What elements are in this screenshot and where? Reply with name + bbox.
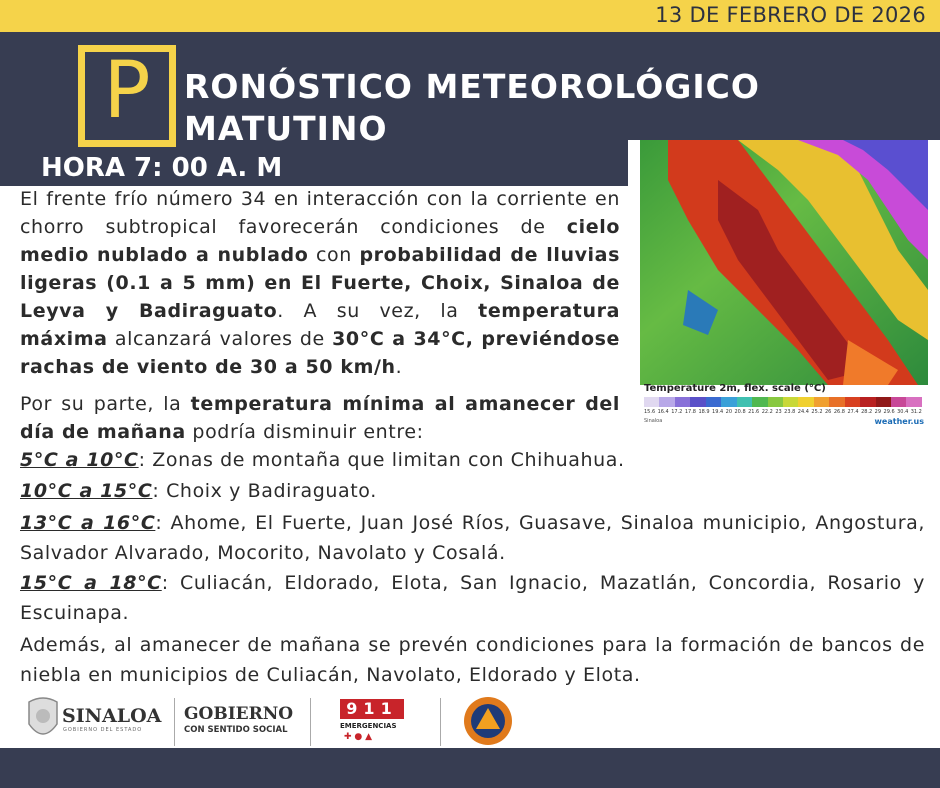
text-run: con bbox=[308, 244, 360, 266]
range-text: : Choix y Badiraguato. bbox=[152, 480, 377, 502]
range-label: 10°C a 15°C bbox=[20, 480, 153, 502]
title-line-1: RONÓSTICO METEOROLÓGICO bbox=[184, 67, 760, 106]
scale-value: 15.6 bbox=[644, 409, 656, 415]
page-title bbox=[184, 66, 760, 150]
emergencias-label: EMERGENCIAS bbox=[340, 722, 397, 730]
range-row-1 bbox=[20, 446, 925, 474]
sinaloa-shield-icon bbox=[26, 694, 60, 744]
range-label: 13°C a 16°C bbox=[20, 512, 156, 534]
scale-value: 28.2 bbox=[861, 409, 873, 415]
scale-value: 18.9 bbox=[698, 409, 710, 415]
scale-value: 25.2 bbox=[811, 409, 823, 415]
logo-divider bbox=[174, 698, 175, 746]
scale-value: 17.8 bbox=[684, 409, 696, 415]
paragraph-3: Además, al amanecer de mañana se prevén condiciones para la formación de bancos de niebla en municipios de Culiacán, Navolato, Eldorado y Elota. bbox=[20, 634, 925, 686]
title-initial-box bbox=[78, 45, 176, 147]
text-bold: cielo medio nublado a nublado bbox=[20, 216, 620, 266]
map-legend-title: Temperature 2m, flex. scale (°C) bbox=[644, 383, 826, 394]
footer-logos bbox=[0, 688, 940, 748]
text-bold: probabilidad de lluvias ligeras (0.1 a 5 mm) en El Fuerte, Choix, Sinaloa de Leyva y Badiraguato bbox=[20, 244, 620, 322]
scale-value: 24.4 bbox=[797, 409, 809, 415]
range-text: : Ahome, El Fuerte, Juan José Ríos, Guasave, Sinaloa municipio, Angostura, Salvador Alvarado, Mocorito, Navolato y Cosalá. bbox=[20, 512, 926, 564]
scale-value: 30.4 bbox=[897, 409, 909, 415]
paragraph-2 bbox=[20, 390, 620, 446]
text-run: El frente frío número 34 en interacción con la corriente en chorro subtropical favorecerán condiciones de bbox=[20, 188, 620, 238]
top-date-bar bbox=[0, 0, 940, 32]
gobierno-logo-subtext: CON SENTIDO SOCIAL bbox=[184, 725, 288, 735]
paragraph-1 bbox=[20, 185, 620, 381]
title-line-2: MATUTINO bbox=[184, 109, 388, 148]
map-scale-values bbox=[644, 409, 922, 415]
range-label: 5°C a 10°C bbox=[20, 449, 139, 471]
map-footer: Sinaloa bbox=[644, 418, 663, 424]
scale-value: 31.2 bbox=[910, 409, 922, 415]
sinaloa-logo-text: SINALOA bbox=[62, 705, 162, 727]
text-run: Por su parte, la bbox=[20, 393, 191, 415]
bottom-bar bbox=[0, 748, 940, 788]
weather-us-logo: weather.us bbox=[874, 417, 924, 426]
range-text: : Zonas de montaña que limitan con Chihuahua. bbox=[138, 449, 625, 471]
range-row-3 bbox=[20, 508, 925, 568]
text-bold: temperatura mínima al amanecer del día de mañana bbox=[20, 393, 620, 443]
scale-value: 23 bbox=[775, 409, 782, 415]
title-initial: P bbox=[103, 46, 151, 136]
text-run: podría disminuir entre: bbox=[185, 421, 424, 443]
map-color-scale bbox=[644, 397, 922, 407]
scale-value: 16.4 bbox=[657, 409, 669, 415]
scale-value: 27.4 bbox=[847, 409, 859, 415]
range-text: : Culiacán, Eldorado, Elota, San Ignacio, Mazatlán, Concordia, Rosario y Escuinapa. bbox=[20, 572, 925, 624]
text-run: alcanzará valores de bbox=[107, 328, 333, 350]
gobierno-logo-text: GOBIERNO bbox=[184, 704, 294, 724]
scale-value: 19.4 bbox=[712, 409, 724, 415]
scale-value: 29.6 bbox=[883, 409, 895, 415]
scale-value: 23.8 bbox=[784, 409, 796, 415]
logo-divider bbox=[440, 698, 441, 746]
n911-logo: 911 bbox=[340, 699, 404, 719]
scale-value: 20 bbox=[725, 409, 733, 415]
scale-value: 26.8 bbox=[833, 409, 845, 415]
temperature-map bbox=[628, 140, 940, 430]
text-run: . bbox=[395, 356, 403, 378]
date-label: 13 DE FEBRERO DE 2026 bbox=[655, 3, 926, 27]
text-run: . A su vez, la bbox=[277, 300, 479, 322]
scale-value: 21.6 bbox=[748, 409, 760, 415]
scale-value: 29 bbox=[874, 409, 882, 415]
scale-value: 26 bbox=[825, 409, 832, 415]
map-image bbox=[628, 140, 940, 385]
forecast-hour: HORA 7: 00 A. M bbox=[41, 153, 283, 183]
sinaloa-logo-subtext: GOBIERNO DEL ESTADO bbox=[63, 727, 143, 733]
scale-value: 17.2 bbox=[671, 409, 683, 415]
emergency-symbols-icon: ✚ ● ▲ bbox=[344, 732, 373, 742]
text-bold: temperatura máxima bbox=[20, 300, 620, 350]
proteccion-civil-icon bbox=[462, 695, 514, 747]
logo-divider bbox=[310, 698, 311, 746]
scale-value: 22.2 bbox=[761, 409, 773, 415]
scale-value: 20.8 bbox=[734, 409, 746, 415]
range-label: 15°C a 18°C bbox=[20, 572, 162, 594]
range-row-4 bbox=[20, 568, 925, 628]
range-row-2 bbox=[20, 477, 925, 505]
text-bold: 30°C a 34°C, previéndose rachas de viento de 30 a 50 km/h bbox=[20, 328, 620, 378]
